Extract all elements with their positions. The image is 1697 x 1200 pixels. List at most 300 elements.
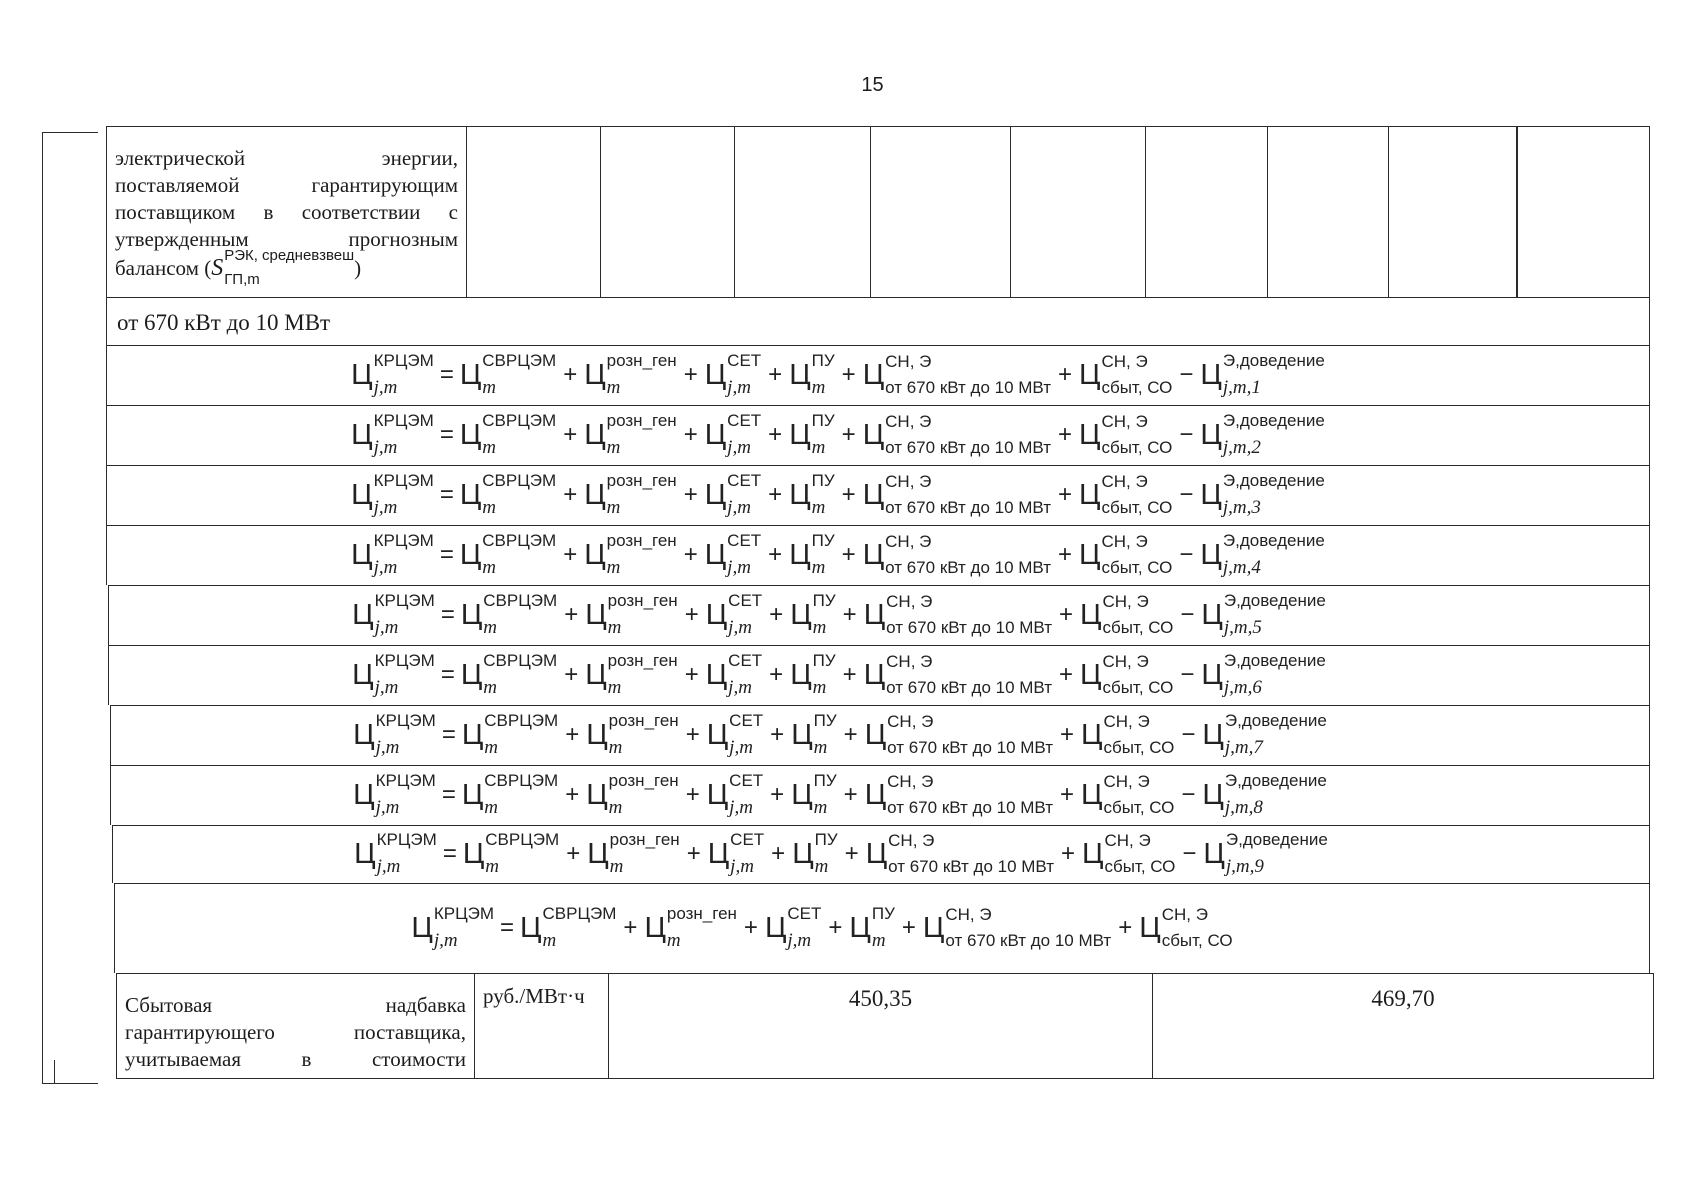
minus-sign: − [1179, 361, 1194, 389]
price-term-base: Ц [459, 358, 482, 391]
price-term-sup: СВРЦЭМ [482, 471, 557, 491]
price-term-scripts [609, 830, 680, 878]
price-term [644, 904, 737, 952]
price-term-sub: j,m [727, 557, 751, 579]
plus-sign: + [743, 914, 758, 942]
price-term-sub: от 670 кВт до 10 МВт [885, 558, 1051, 578]
equals-sign: = [442, 840, 457, 868]
formula-row [108, 645, 1650, 705]
deduction-term-sup: Э,доведение [1224, 711, 1327, 731]
top-description-cell [106, 126, 466, 297]
price-term-sub: m [606, 557, 621, 579]
price-term-base: Ц [704, 358, 727, 391]
price-term-sup: СВРЦЭМ [482, 531, 557, 551]
price-term-sub: от 670 кВт до 10 МВт [945, 931, 1112, 951]
plus-sign: + [1118, 914, 1133, 942]
plus-sign: + [564, 661, 579, 689]
lhs-term-scripts [373, 531, 434, 579]
equals-sign: = [440, 601, 455, 629]
balance-symbol-base: S [211, 254, 224, 281]
price-term-scripts [814, 830, 838, 878]
price-term-base: Ц [789, 418, 811, 451]
price-term-scripts [483, 651, 558, 699]
price-formula [351, 411, 1325, 459]
minus-sign: − [1182, 840, 1197, 868]
price-term-scripts [485, 830, 560, 878]
description-line: поставщиком в соответствии с [115, 200, 458, 224]
price-term-base: Ц [862, 478, 885, 511]
price-formula [353, 711, 1327, 759]
price-term-scripts [606, 531, 677, 579]
price-term-sub: m [483, 677, 498, 699]
deduction-term-sub: j,m,4 [1222, 557, 1261, 579]
top-empty-cell [1267, 126, 1388, 297]
plus-sign: + [844, 840, 859, 868]
price-term-sup: СЕТ [729, 711, 764, 731]
price-term [864, 772, 1053, 818]
plus-sign: + [1058, 421, 1073, 449]
lhs-term [353, 771, 436, 819]
value-cell-2: 469,70 [1152, 973, 1654, 1079]
price-term-scripts [812, 651, 836, 699]
price-term-base: Ц [789, 358, 811, 391]
price-term-sub: j,m [787, 930, 812, 952]
price-term-sup: СН, Э [1103, 712, 1150, 732]
price-term [704, 471, 762, 519]
formula-row [112, 825, 1650, 883]
price-term [705, 591, 763, 639]
top-description-text [107, 127, 466, 289]
plus-sign: + [770, 721, 785, 749]
price-term-base: Ц [791, 778, 813, 811]
price-term-scripts [727, 411, 762, 459]
price-term-scripts [812, 591, 836, 639]
price-term-base: Ц [1079, 358, 1101, 391]
price-term [586, 771, 679, 819]
price-term-scripts [811, 411, 835, 459]
price-term [462, 830, 560, 878]
lhs-term-base: Ц [351, 538, 373, 571]
lhs-term [351, 531, 434, 579]
price-term-sup: розн_ген [608, 771, 679, 791]
price-term-scripts [1103, 772, 1175, 818]
price-term-sub: m [606, 437, 621, 459]
price-term-scripts [885, 352, 1051, 398]
price-term-sup: ПУ [811, 351, 835, 371]
top-empty-cell [1010, 126, 1145, 297]
deduction-term-base: Ц [1200, 478, 1222, 511]
plus-sign: + [841, 481, 856, 509]
price-term [863, 592, 1052, 638]
price-term-base: Ц [792, 837, 814, 870]
price-term-scripts [1101, 352, 1173, 398]
lhs-term-base: Ц [353, 718, 375, 751]
price-term-scripts [728, 651, 763, 699]
price-term [706, 711, 764, 759]
description-line: гарантирующего поставщика, [125, 1020, 466, 1044]
deduction-term-sup: Э,доведение [1222, 471, 1325, 491]
price-term-scripts [813, 771, 837, 819]
price-formula [352, 651, 1326, 699]
price-term [1079, 472, 1173, 518]
price-term-base: Ц [585, 658, 607, 691]
price-term-base: Ц [1081, 778, 1103, 811]
plus-sign: + [1058, 541, 1073, 569]
plus-sign: + [563, 541, 578, 569]
price-term-sup: СЕТ [787, 904, 822, 924]
price-term-sup: СН, Э [1104, 831, 1151, 851]
price-term-sub: m [813, 797, 828, 819]
price-term-sup: СВРЦЭМ [482, 411, 557, 431]
section-caption: от 670 кВт до 10 МВт [106, 297, 1650, 345]
lhs-term-base: Ц [352, 658, 374, 691]
price-term-sub: m [608, 797, 623, 819]
price-term-scripts [727, 351, 762, 399]
price-term-sub: от 670 кВт до 10 МВт [886, 618, 1052, 638]
plus-sign: + [684, 661, 699, 689]
lhs-term-sup: КРЦЭМ [375, 711, 436, 731]
price-term-sup: розн_ген [608, 711, 679, 731]
price-term-scripts [482, 411, 557, 459]
price-term [584, 531, 677, 579]
price-term-base: Ц [705, 658, 728, 691]
plus-sign: + [683, 541, 698, 569]
price-term [849, 904, 895, 952]
deduction-term-scripts [1222, 411, 1325, 459]
deduction-term-base: Ц [1203, 837, 1225, 870]
price-term-sup: розн_ген [666, 904, 737, 924]
lhs-term [351, 351, 434, 399]
deduction-term [1201, 651, 1326, 699]
price-term-sub: m [542, 930, 557, 952]
price-term [584, 351, 677, 399]
bottom-description-text [117, 974, 474, 1073]
lhs-term-sup: КРЦЭМ [373, 531, 434, 551]
price-term-sup: СН, Э [1101, 412, 1148, 432]
price-term-base: Ц [790, 658, 812, 691]
equals-sign: = [439, 421, 454, 449]
price-term-scripts [484, 771, 559, 819]
balance-symbol-scripts [224, 247, 355, 289]
lhs-term-base: Ц [411, 911, 433, 944]
equals-sign: = [500, 914, 515, 942]
price-term-scripts [1104, 831, 1176, 877]
price-term-sup: розн_ген [607, 591, 678, 611]
price-term-scripts [606, 351, 677, 399]
lhs-term-sup: КРЦЭМ [373, 351, 434, 371]
formula-row [110, 765, 1650, 825]
price-term-scripts [482, 531, 557, 579]
price-term-sub: m [607, 677, 622, 699]
price-term-sub: m [813, 737, 828, 759]
minus-sign: − [1179, 541, 1194, 569]
lhs-term-base: Ц [354, 837, 376, 870]
lhs-term-sub: j,m [375, 797, 400, 819]
price-term-base: Ц [459, 478, 482, 511]
price-term-base: Ц [1139, 911, 1161, 944]
price-term-scripts [482, 471, 557, 519]
price-term-base: Ц [586, 778, 608, 811]
description-line: утвержденным прогнозным [115, 227, 458, 251]
price-formula [354, 830, 1328, 878]
price-term-sup: розн_ген [606, 351, 677, 371]
price-term [862, 472, 1051, 518]
price-term [1079, 352, 1173, 398]
price-term-base: Ц [789, 538, 811, 571]
plus-sign: + [565, 721, 580, 749]
price-term-scripts [484, 711, 559, 759]
price-term [789, 411, 835, 459]
price-term [1081, 712, 1175, 758]
price-term-sup: СН, Э [1102, 652, 1149, 672]
plus-sign: + [686, 840, 701, 868]
price-term-scripts [1101, 412, 1173, 458]
price-term-scripts [871, 904, 895, 952]
plus-sign: + [828, 914, 843, 942]
price-term-scripts [1101, 472, 1173, 518]
price-term [460, 651, 558, 699]
price-term-sub: от 670 кВт до 10 МВт [885, 378, 1051, 398]
price-term-sup: СВРЦЭМ [484, 771, 559, 791]
lhs-term-scripts [376, 830, 437, 878]
price-term [587, 830, 680, 878]
price-term-sub: m [812, 677, 827, 699]
price-term-sub: m [606, 497, 621, 519]
price-term-scripts [1102, 592, 1174, 638]
price-term-base: Ц [461, 718, 484, 751]
price-term [864, 712, 1053, 758]
deduction-term-scripts [1225, 830, 1328, 878]
price-term [791, 711, 837, 759]
deduction-term-sup: Э,доведение [1225, 830, 1328, 850]
price-term-sup: СВРЦЭМ [483, 651, 558, 671]
price-term-sub: от 670 кВт до 10 МВт [886, 678, 1052, 698]
plus-sign: + [683, 361, 698, 389]
balance-line [115, 247, 458, 289]
lhs-term-sup: КРЦЭМ [373, 471, 434, 491]
price-term-base: Ц [704, 538, 727, 571]
price-term [585, 591, 678, 639]
top-empty-cell [1517, 126, 1650, 297]
deduction-term-scripts [1224, 771, 1327, 819]
plus-sign: + [683, 481, 698, 509]
price-term-base: Ц [584, 478, 606, 511]
price-term-sup: розн_ген [606, 471, 677, 491]
price-term [586, 711, 679, 759]
lhs-term-sup: КРЦЭМ [374, 651, 435, 671]
price-term-sub: сбыт, СО [1102, 618, 1174, 638]
price-term-sub: m [482, 437, 497, 459]
price-term-base: Ц [864, 718, 887, 751]
price-term-scripts [813, 711, 837, 759]
price-term-scripts [542, 904, 617, 952]
deduction-term-scripts [1222, 531, 1325, 579]
price-term-sub: m [814, 856, 829, 878]
price-term-sub: от 670 кВт до 10 МВт [885, 438, 1051, 458]
deduction-term-sub: j,m,7 [1224, 737, 1263, 759]
deduction-term-sub: j,m,3 [1222, 497, 1261, 519]
price-term-scripts [606, 471, 677, 519]
price-term-sup: СН, Э [885, 532, 932, 552]
unit-cell: руб./МВт·ч [474, 973, 608, 1079]
index-column [42, 132, 98, 1084]
price-term-sup: розн_ген [607, 651, 678, 671]
price-term [520, 904, 617, 952]
plus-sign: + [1061, 840, 1076, 868]
plus-sign: + [684, 601, 699, 629]
plus-sign: + [771, 840, 786, 868]
price-term-sub: j,m [727, 497, 751, 519]
price-term [459, 411, 557, 459]
deduction-term-scripts [1222, 471, 1325, 519]
plus-sign: + [565, 781, 580, 809]
equals-sign: = [441, 721, 456, 749]
price-term-scripts [887, 712, 1053, 758]
price-term-sup: СН, Э [885, 472, 932, 492]
price-term-sup: СЕТ [727, 411, 762, 431]
price-term-scripts [945, 905, 1112, 951]
price-term-sup: СН, Э [888, 831, 935, 851]
price-term [459, 531, 557, 579]
deduction-term-scripts [1222, 351, 1325, 399]
deduction-term-sub: j,m,9 [1225, 856, 1264, 878]
plus-sign: + [843, 721, 858, 749]
price-formula [353, 771, 1327, 819]
deduction-term-sub: j,m,5 [1223, 617, 1262, 639]
deduction-term-sup: Э,доведение [1223, 651, 1326, 671]
top-empty-cell [600, 126, 734, 297]
lhs-term [351, 471, 434, 519]
price-term-base: Ц [459, 538, 482, 571]
price-term-sup: ПУ [812, 651, 836, 671]
price-term-base: Ц [585, 598, 607, 631]
price-term-scripts [729, 771, 764, 819]
price-term-scripts [787, 904, 822, 952]
price-term-base: Ц [704, 418, 727, 451]
plus-sign: + [683, 421, 698, 449]
top-empty-cell [734, 126, 870, 297]
price-term-sup: СЕТ [730, 830, 765, 850]
plus-sign: + [564, 601, 579, 629]
plus-sign: + [770, 781, 785, 809]
price-term-scripts [1103, 712, 1175, 758]
price-term-base: Ц [1080, 658, 1102, 691]
price-term [1081, 772, 1175, 818]
price-term-sup: СН, Э [885, 352, 932, 372]
lhs-term-scripts [433, 904, 495, 952]
price-term [707, 830, 765, 878]
top-empty-cell [870, 126, 1010, 297]
price-term-base: Ц [586, 718, 608, 751]
price-term [1082, 831, 1176, 877]
top-empty-cell [1145, 126, 1267, 297]
price-term-scripts [727, 531, 762, 579]
lhs-term [411, 904, 495, 952]
price-term-scripts [729, 711, 764, 759]
plus-sign: + [1060, 781, 1075, 809]
price-term-sub: j,m [728, 677, 752, 699]
plus-sign: + [563, 481, 578, 509]
deduction-term-scripts [1223, 591, 1326, 639]
description-line: электрической энергии, [115, 146, 458, 170]
price-term-sub: m [482, 557, 497, 579]
price-term [461, 711, 559, 759]
price-term-sup: СН, Э [885, 412, 932, 432]
price-term-base: Ц [587, 837, 609, 870]
lhs-term-sub: j,m [373, 437, 398, 459]
plus-sign: + [841, 361, 856, 389]
lhs-term [351, 411, 434, 459]
balance-prefix: балансом ( [115, 255, 212, 280]
price-term-sup: СЕТ [729, 771, 764, 791]
price-term-scripts [728, 591, 763, 639]
description-line: поставляемой гарантирующим [115, 173, 458, 197]
price-term-sup: СН, Э [1103, 772, 1150, 792]
lhs-term-scripts [375, 711, 436, 759]
lhs-term-scripts [373, 351, 434, 399]
equals-sign: = [440, 661, 455, 689]
price-term-base: Ц [707, 837, 730, 870]
price-term-base: Ц [584, 538, 606, 571]
plus-sign: + [685, 781, 700, 809]
price-term-scripts [886, 592, 1052, 638]
price-term [790, 651, 836, 699]
price-term-sub: m [609, 856, 624, 878]
plus-sign: + [842, 661, 857, 689]
price-term-sup: СН, Э [1102, 592, 1149, 612]
price-term [764, 904, 822, 952]
plus-sign: + [623, 914, 638, 942]
balance-suffix: ) [354, 255, 362, 280]
price-term-sup: ПУ [813, 711, 837, 731]
lhs-term-sub: j,m [374, 617, 399, 639]
deduction-term [1200, 531, 1325, 579]
formula-row [106, 465, 1650, 525]
price-term-scripts [811, 471, 835, 519]
plus-sign: + [1059, 661, 1074, 689]
equals-sign: = [439, 541, 454, 569]
price-term-sup: СН, Э [886, 592, 933, 612]
price-term-sub: j,m [729, 797, 753, 819]
price-term-sup: СН, Э [1101, 472, 1148, 492]
deduction-term-base: Ц [1202, 718, 1224, 751]
equals-sign: = [439, 361, 454, 389]
price-term-scripts [666, 904, 737, 952]
price-term-sub: m [811, 437, 826, 459]
price-term-sub: j,m [727, 377, 751, 399]
price-term-scripts [888, 831, 1054, 877]
price-term-sub: сбыт, СО [1103, 738, 1175, 758]
price-term-sup: СН, Э [1161, 905, 1208, 925]
price-term-sup: СВРЦЭМ [483, 591, 558, 611]
price-term [461, 771, 559, 819]
deduction-term-sup: Э,доведение [1222, 531, 1325, 551]
price-term-scripts [811, 351, 835, 399]
plus-sign: + [842, 601, 857, 629]
price-term [1139, 905, 1233, 951]
deduction-term [1200, 471, 1325, 519]
price-term-sup: СН, Э [887, 712, 934, 732]
price-term-scripts [885, 472, 1051, 518]
lhs-term-base: Ц [351, 358, 373, 391]
plus-sign: + [1060, 721, 1075, 749]
price-term-sub: сбыт, СО [1101, 558, 1173, 578]
price-term-scripts [607, 591, 678, 639]
plus-sign: + [1058, 361, 1073, 389]
price-formula [411, 904, 1233, 952]
price-term-sub: m [482, 377, 497, 399]
price-term-scripts [483, 591, 558, 639]
